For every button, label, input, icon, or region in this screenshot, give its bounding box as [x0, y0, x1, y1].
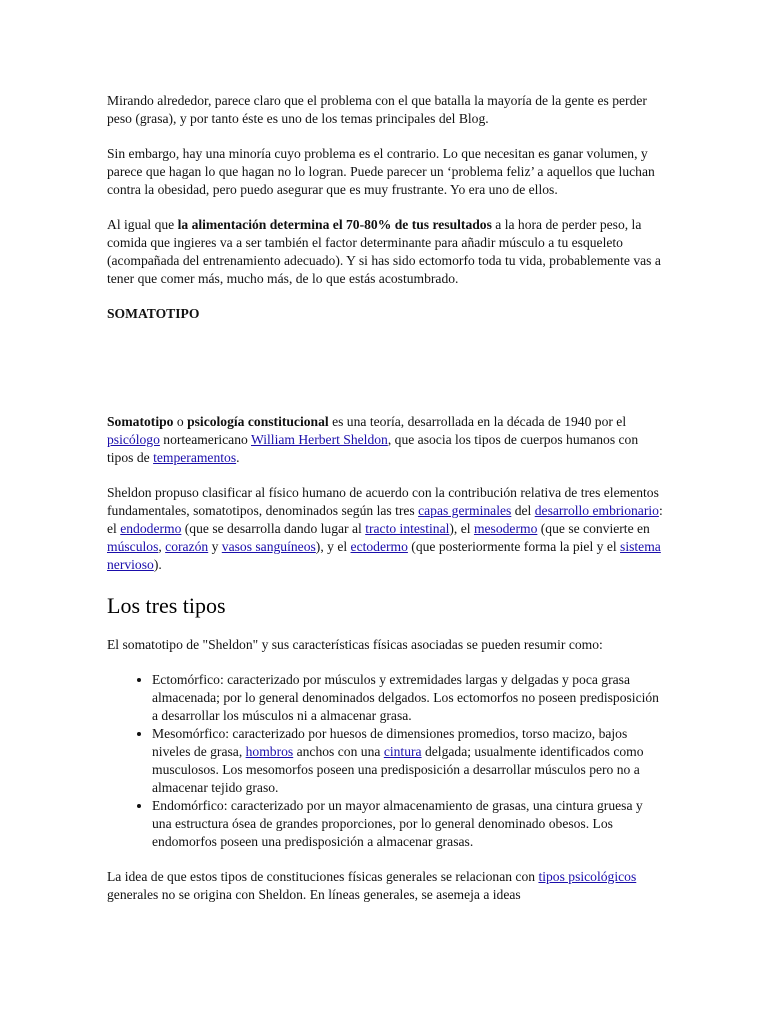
text-segment: delgada; usualmente identificados como musculosos. Los mesomorfos poseen una predisposición a desarrollar músculos pero no a almacenar tejido graso.: [152, 744, 644, 795]
bold-nutrition-claim: la alimentación determina el 70-80% de tus resultados: [177, 217, 492, 232]
link-sistema-nervioso[interactable]: sistema nervioso: [107, 539, 661, 572]
text-segment: , que asocia los tipos de cuerpos humanos con tipos de: [107, 432, 639, 465]
text-segment: Sheldon propuso clasificar al físico humano de acuerdo con la contribución relativa de tres elementos fundamentales, somatotipos, denominados según las tres: [107, 485, 659, 518]
text-segment: o: [173, 414, 188, 429]
text-segment: ), y el: [315, 539, 351, 554]
text-segment: : el: [107, 503, 663, 536]
text-segment: Al igual que: [107, 217, 178, 232]
document-page: [107, 92, 663, 921]
text-segment: La idea de que estos tipos de constituciones físicas generales se relacionan con: [107, 869, 539, 884]
link-temperamentos[interactable]: temperamentos: [153, 450, 237, 465]
paragraph-summary-intro: El somatotipo de "Sheldon" y sus características físicas asociadas se pueden resumir como:: [107, 637, 603, 652]
list-item-ectomorfico: • Ectomórfico: caracterizado por músculos y extremidades largas y delgadas y poca grasa almacenada; por lo general denominados delgados. Los ectomorfos no poseen predisposición a desarrollar los músculos ni a almacenar grasa.: [152, 671, 663, 725]
bold-psicologia-constitucional: psicología constitucional: [187, 414, 329, 429]
text-segment: anchos con una: [293, 744, 384, 759]
link-mesodermo[interactable]: mesodermo: [473, 521, 538, 536]
link-capas-germinales[interactable]: capas germinales: [418, 503, 512, 518]
text-segment: (que se desarrolla dando lugar al: [181, 521, 366, 536]
link-tipos-psicologicos[interactable]: tipos psicológicos: [538, 869, 637, 884]
link-vasos-sanguineos[interactable]: vasos sanguíneos: [221, 539, 316, 554]
text-segment: (que se convierte en: [537, 521, 650, 536]
text-segment: ,: [158, 539, 166, 554]
somatotype-list: [107, 671, 663, 851]
paragraph-contrary: Sin embargo, hay una minoría cuyo problema es el contrario. Lo que necesitan es ganar volumen, y parece que hagan lo que hagan no lo logran. Puede parecer un ‘problema feliz’ a aquellos que luchan contra la obesidad, pero puedo asegurar que es muy frustrante. Yo era uno de ellos.: [107, 146, 655, 197]
link-psicologo[interactable]: psicólogo: [107, 432, 160, 447]
text-segment: ).: [153, 557, 162, 572]
link-musculos[interactable]: músculos: [107, 539, 159, 554]
paragraph-psychological-types: [107, 868, 663, 904]
link-tracto-intestinal[interactable]: tracto intestinal: [365, 521, 450, 536]
link-endodermo[interactable]: endodermo: [120, 521, 182, 536]
link-william-herbert-sheldon[interactable]: William Herbert Sheldon: [250, 432, 388, 447]
text-segment: del: [511, 503, 535, 518]
blank-space: [107, 323, 663, 413]
link-cintura[interactable]: cintura: [383, 744, 422, 759]
text-segment: Mesomórfico: caracterizado por huesos de dimensiones promedios, torso macizo, bajos niveles de grasa,: [152, 726, 628, 759]
text-segment: norteamericano: [159, 432, 251, 447]
paragraph-somatotipo-definition: [107, 413, 663, 467]
section-heading-somatotipo: SOMATOTIPO: [107, 306, 200, 321]
text-segment: ), el: [449, 521, 474, 536]
list-item-mesomorfico: [152, 725, 663, 797]
list-item-endomorfico: • Endomórfico: caracterizado por un mayor almacenamiento de grasas, una cintura gruesa y una estructura ósea de grandes proporciones, por lo general denominado obesos. Los endomorfos poseen una predisposición a almacenar grasas.: [152, 797, 663, 851]
link-ectodermo[interactable]: ectodermo: [350, 539, 408, 554]
text-segment: generales no se origina con Sheldon. En líneas generales, se asemeja a ideas: [107, 887, 521, 902]
bold-somatotipo: Somatotipo: [107, 414, 174, 429]
section-heading-los-tres-tipos: Los tres tipos: [107, 593, 226, 618]
text-segment: (que posteriormente forma la piel y el: [407, 539, 621, 554]
text-segment: a la hora de perder peso, la comida que ingieres va a ser también el factor determinante para añadir músculo a tu esqueleto (acompañada del entrenamiento adecuado). Y si has sido ectomorfo toda tu vida, probablemente vas a tener que comer más, mucho más, de lo que estás acostumbrado.: [107, 217, 661, 286]
text-segment: es una teoría, desarrollada en la década de 1940 por el: [328, 414, 627, 429]
link-corazon[interactable]: corazón: [165, 539, 209, 554]
paragraph-sheldon-classification: [107, 484, 663, 574]
paragraph-intro: Mirando alrededor, parece claro que el problema con el que batalla la mayoría de la gente es perder peso (grasa), y por tanto éste es uno de los temas principales del Blog.: [107, 93, 647, 126]
text-segment: y: [208, 539, 222, 554]
link-hombros[interactable]: hombros: [245, 744, 294, 759]
link-desarrollo-embrionario[interactable]: desarrollo embrionario: [534, 503, 659, 518]
text-segment: .: [236, 450, 240, 465]
paragraph-nutrition: [107, 216, 663, 288]
